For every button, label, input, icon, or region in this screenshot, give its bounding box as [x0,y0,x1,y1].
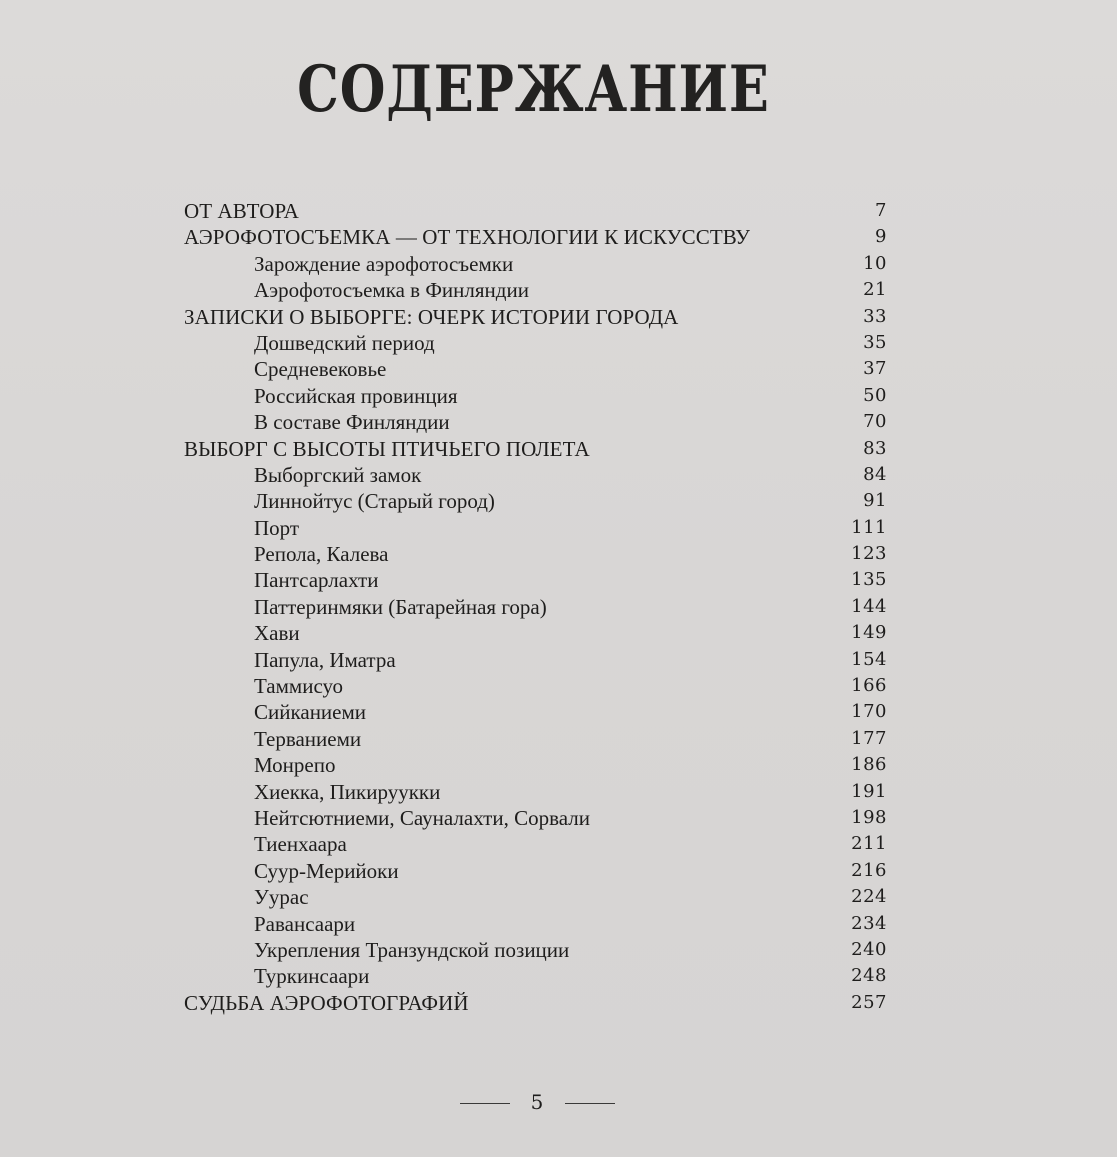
toc-subentry [182,251,887,277]
toc-entry-page: 154 [851,648,887,670]
toc-entry-label: Линнойтус (Старый город) [254,489,495,514]
toc-entry-label: Тиенхаара [254,832,347,857]
toc-entry-label: Укрепления Транзундской позиции [254,937,570,962]
toc-entry-page: 240 [851,938,887,960]
toc-entry-page: 37 [863,358,887,380]
toc-entry-label: Хиекка, Пикируукки [254,779,441,804]
toc-subentry [182,726,887,752]
toc-subentry [182,673,887,699]
toc-entry-page: 84 [863,463,887,485]
toc-entry-page: 191 [851,780,887,802]
toc-entry-label: АЭРОФОТОСЪЕМКА — ОТ ТЕХНОЛОГИИ К ИСКУССТВУ [184,225,751,250]
page-footer [0,1090,1067,1120]
toc-subentry [182,488,887,514]
toc-entry-label: Равансаари [254,911,356,936]
toc-entry-label: Пантсарлахти [254,568,379,593]
toc-entry-label: Паттеринмяки (Батарейная гора) [254,594,547,619]
toc-subentry [182,884,887,910]
toc-entry-label: Суур-Мерийоки [254,858,399,883]
toc-subentry [182,356,887,382]
toc-entry-page: 7 [875,200,887,221]
toc-entry [182,990,887,1016]
toc-subentry [182,515,887,541]
toc-entry-page: 135 [851,569,887,591]
toc-subentry [182,937,887,963]
toc-subentry [182,594,887,620]
toc-entry-page: 9 [875,226,887,248]
toc-entry-page: 21 [863,279,887,301]
toc-subentry [182,462,887,488]
toc-entry-label: В составе Финляндии [254,410,450,435]
table-of-contents [182,198,887,1016]
toc-entry-label: Терваниеми [254,726,362,751]
toc-entry-label: Нейтсютниеми, Сауналахти, Сорвали [254,805,590,830]
toc-entry-page: 149 [851,622,887,644]
toc-entry-page: 10 [863,252,887,274]
toc-entry-page: 211 [851,833,887,855]
toc-entry-page: 83 [863,437,887,459]
toc-subentry [182,858,887,884]
toc-entry-page: 35 [863,331,887,353]
toc-entry-label: Средневековье [254,357,387,382]
toc-entry-label: Репола, Калева [254,542,389,567]
toc-subentry [182,699,887,725]
toc-subentry [182,647,887,673]
toc-entry-page: 50 [863,384,887,406]
toc-subentry [182,567,887,593]
toc-entry-page: 248 [851,965,887,987]
toc-entry [182,198,887,224]
footer-rule-right [565,1103,615,1104]
toc-entry-label: Выборгский замок [254,462,422,487]
toc-entry-label: Туркинсаари [254,964,370,989]
toc-entry-page: 111 [851,516,887,538]
toc-subentry [182,963,887,989]
toc-entry-label: Уурас [254,885,309,910]
toc-entry-page: 144 [851,595,887,617]
toc-entry-page: 91 [863,490,887,512]
toc-entry-label: Дошведский период [254,330,435,355]
toc-entry-page: 123 [851,543,887,565]
toc-entry-page: 224 [851,886,887,908]
toc-subentry [182,911,887,937]
toc-entry-label: Аэрофотосъемка в Финляндии [254,278,529,303]
page-number: 5 [530,1090,544,1114]
toc-subentry [182,541,887,567]
toc-entry-label: Порт [254,515,300,540]
toc-entry-page: 70 [863,411,887,433]
toc-subentry [182,805,887,831]
toc-entry-label: ВЫБОРГ С ВЫСОТЫ ПТИЧЬЕГО ПОЛЕТА [184,436,590,461]
toc-entry-page: 216 [851,859,887,881]
toc-subentry [182,383,887,409]
toc-subentry [182,620,887,646]
page-title: СОДЕРЖАНИЕ [297,52,770,127]
toc-subentry [182,409,887,435]
toc-entry-label: Хави [254,621,300,646]
toc-entry-label: СУДЬБА АЭРОФОТОГРАФИЙ [184,990,469,1015]
toc-subentry [182,752,887,778]
footer-rule-left [460,1103,510,1104]
toc-entry-label: ОТ АВТОРА [184,199,299,223]
toc-entry-page: 166 [851,675,887,697]
toc-entry-label: Таммисуо [254,674,343,699]
toc-entry [182,436,887,462]
toc-entry-label: Монрепо [254,753,336,778]
toc-entry-page: 177 [851,727,887,749]
toc-entry-page: 257 [851,991,887,1013]
toc-entry-page: 170 [851,701,887,723]
toc-entry-page: 186 [851,754,887,776]
toc-entry-page: 33 [863,305,887,327]
toc-entry-page: 198 [851,806,887,828]
toc-subentry [182,831,887,857]
toc-entry-label: Зарождение аэрофотосъемки [254,251,514,276]
toc-subentry [182,779,887,805]
toc-entry-page: 234 [851,912,887,934]
toc-subentry [182,277,887,303]
toc-entry [182,304,887,330]
toc-entry-label: Российская провинция [254,383,458,408]
toc-subentry [182,330,887,356]
toc-entry-label: Папула, Иматра [254,647,396,672]
toc-entry-label: Сийканиеми [254,700,367,725]
toc-entry-label: ЗАПИСКИ О ВЫБОРГЕ: ОЧЕРК ИСТОРИИ ГОРОДА [184,304,679,329]
toc-entry [182,224,887,250]
